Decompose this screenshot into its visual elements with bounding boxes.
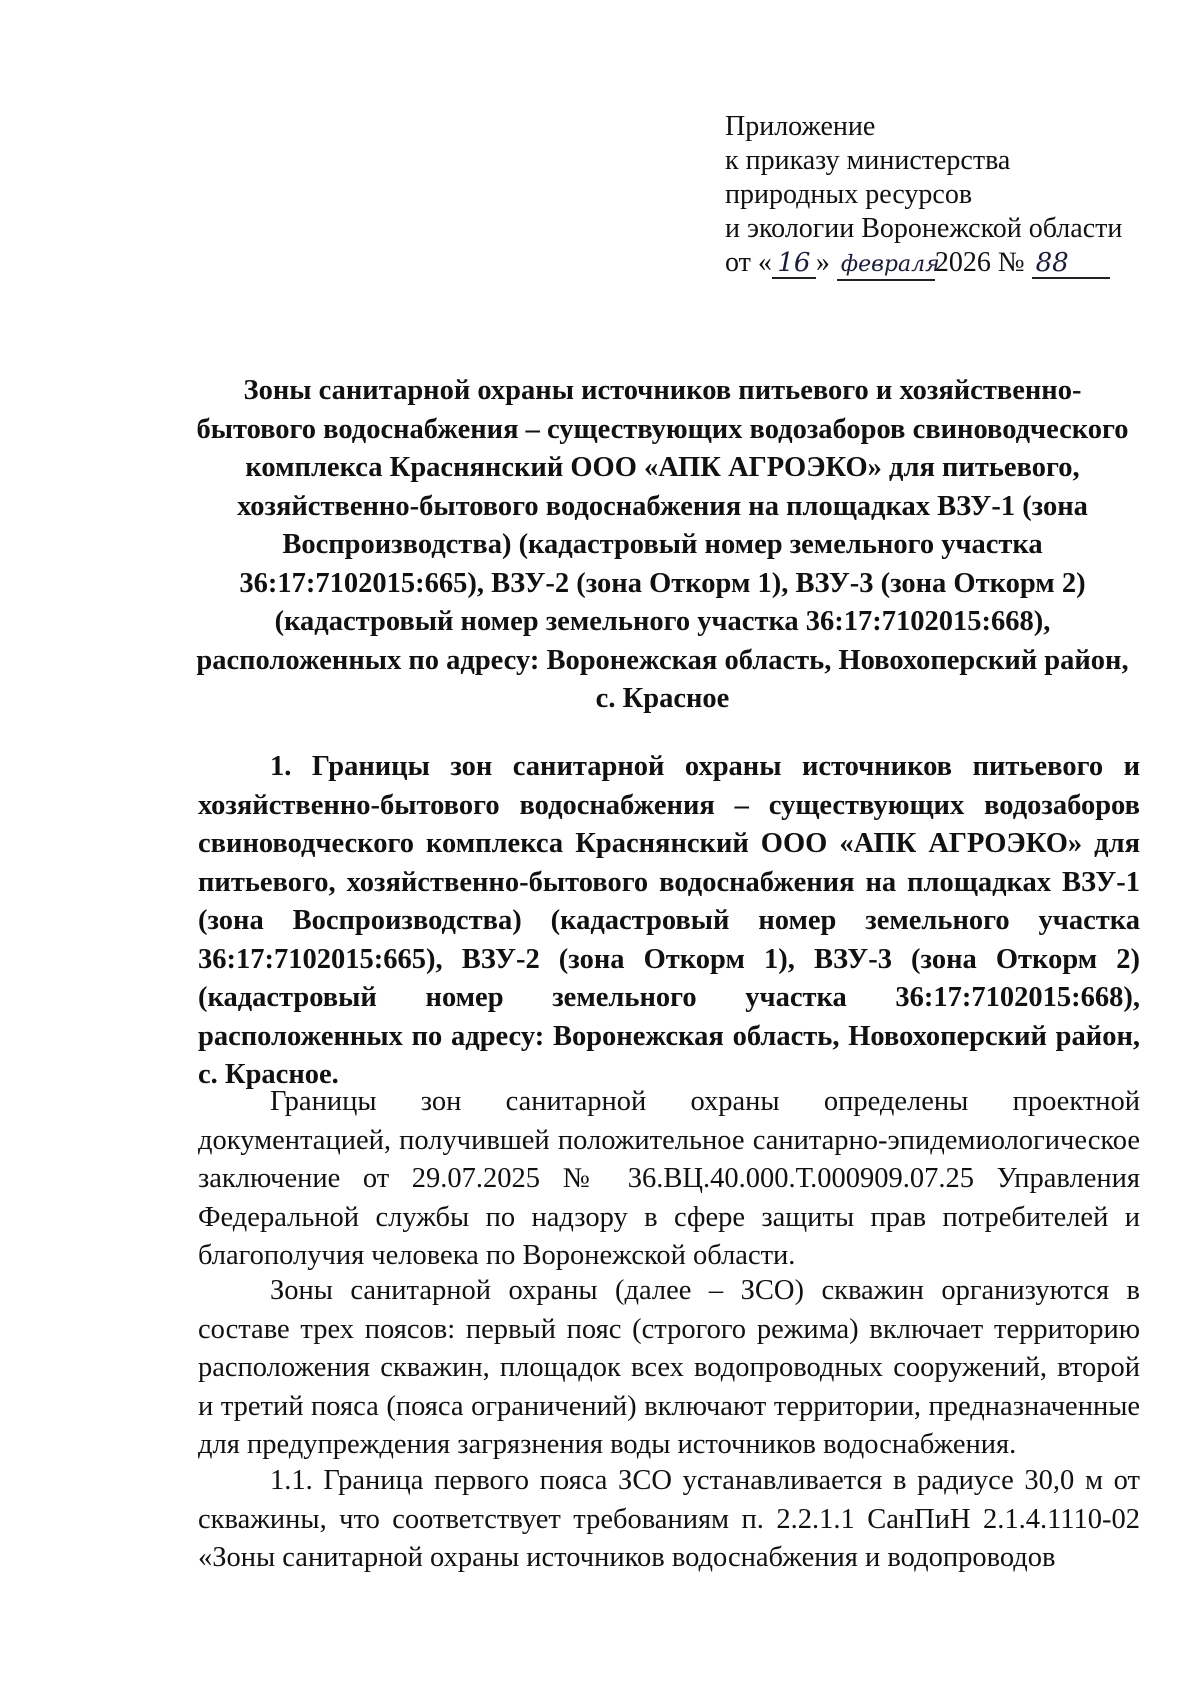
section-1-heading: 1. Границы зон санитарной охраны источников питьевого и хозяйственно-бытового водоснабжения – существующих водозаборов свиноводческого комплекса Краснянский ООО «АПК АГРОЭКО» для питьевого, хозяйственно-бытового водоснабжения на площадках ВЗУ-1 (зона Воспроизводства) (кадастровый номер земельного участка 36:17:7102015:665), ВЗУ-2 (зона Откорм 1), ВЗУ-3 (зона Откорм 2) (кадастровый номер земельного участка 36:17:7102015:668), расположенных по адресу: Воронежская область, Новохоперский район, с. Красное. <box>198 751 1140 1090</box>
handwritten-day: 16 <box>772 249 816 279</box>
paragraph-first-belt: 1.1. Граница первого пояса ЗСО устанавливается в радиусе 30,0 м от скважины, что соответствует требованиям п. 2.2.1.1 СанПиН 2.1.4.1110-02 «Зоны санитарной охраны источников водоснабжения и водопроводов <box>198 1465 1140 1573</box>
appendix-line: и экологии Воронежской области <box>725 213 1123 244</box>
order-date-line <box>725 246 1165 281</box>
document-title: Зоны санитарной охраны источников питьевого и хозяйственно-бытового водоснабжения – существующих водозаборов свиноводческого комплекса Краснянский ООО «АПК АГРОЭКО» для питьевого, хозяйственно-бытового водоснабжения на площадках ВЗУ-1 (зона Воспроизводства) (кадастровый номер земельного участка 36:17:7102015:665), ВЗУ-2 (зона Откорм 1), ВЗУ-3 (зона Откорм 2) (кадастровый номер земельного участка 36:17:7102015:668), расположенных по адресу: Воронежская область, Новохоперский район, с. Красное <box>196 375 1129 714</box>
paragraph-boundaries: Границы зон санитарной охраны определены проектной документацией, получившей положительное санитарно-эпидемиологическое заключение от 29.07.2025 № 36.ВЦ.40.000.Т.000909.07.25 Управления Федеральной службы по надзору в сфере защиты прав потребителей и благополучия человека по Воронежской области. <box>198 1086 1140 1271</box>
date-prefix: от « <box>725 247 772 278</box>
appendix-line: к приказу министерства <box>725 145 1011 176</box>
appendix-line: природных ресурсов <box>725 179 973 210</box>
handwritten-month: февраля <box>837 251 935 281</box>
appendix-header <box>725 110 1165 281</box>
paragraph-zones: Зоны санитарной охраны (далее – ЗСО) скважин организуются в составе трех поясов: первый пояс (строгого режима) включает территорию расположения скважин, площадок всех водопроводных сооружений, второй и третий пояса (пояса ограничений) включают территории, предназначенные для предупреждения загрязнения воды источников водоснабжения. <box>198 1275 1140 1460</box>
date-year: 2026 № <box>934 247 1025 278</box>
handwritten-order-number: 88 <box>1032 249 1110 279</box>
appendix-title: Приложение <box>725 111 876 142</box>
date-mid: » <box>815 247 837 278</box>
